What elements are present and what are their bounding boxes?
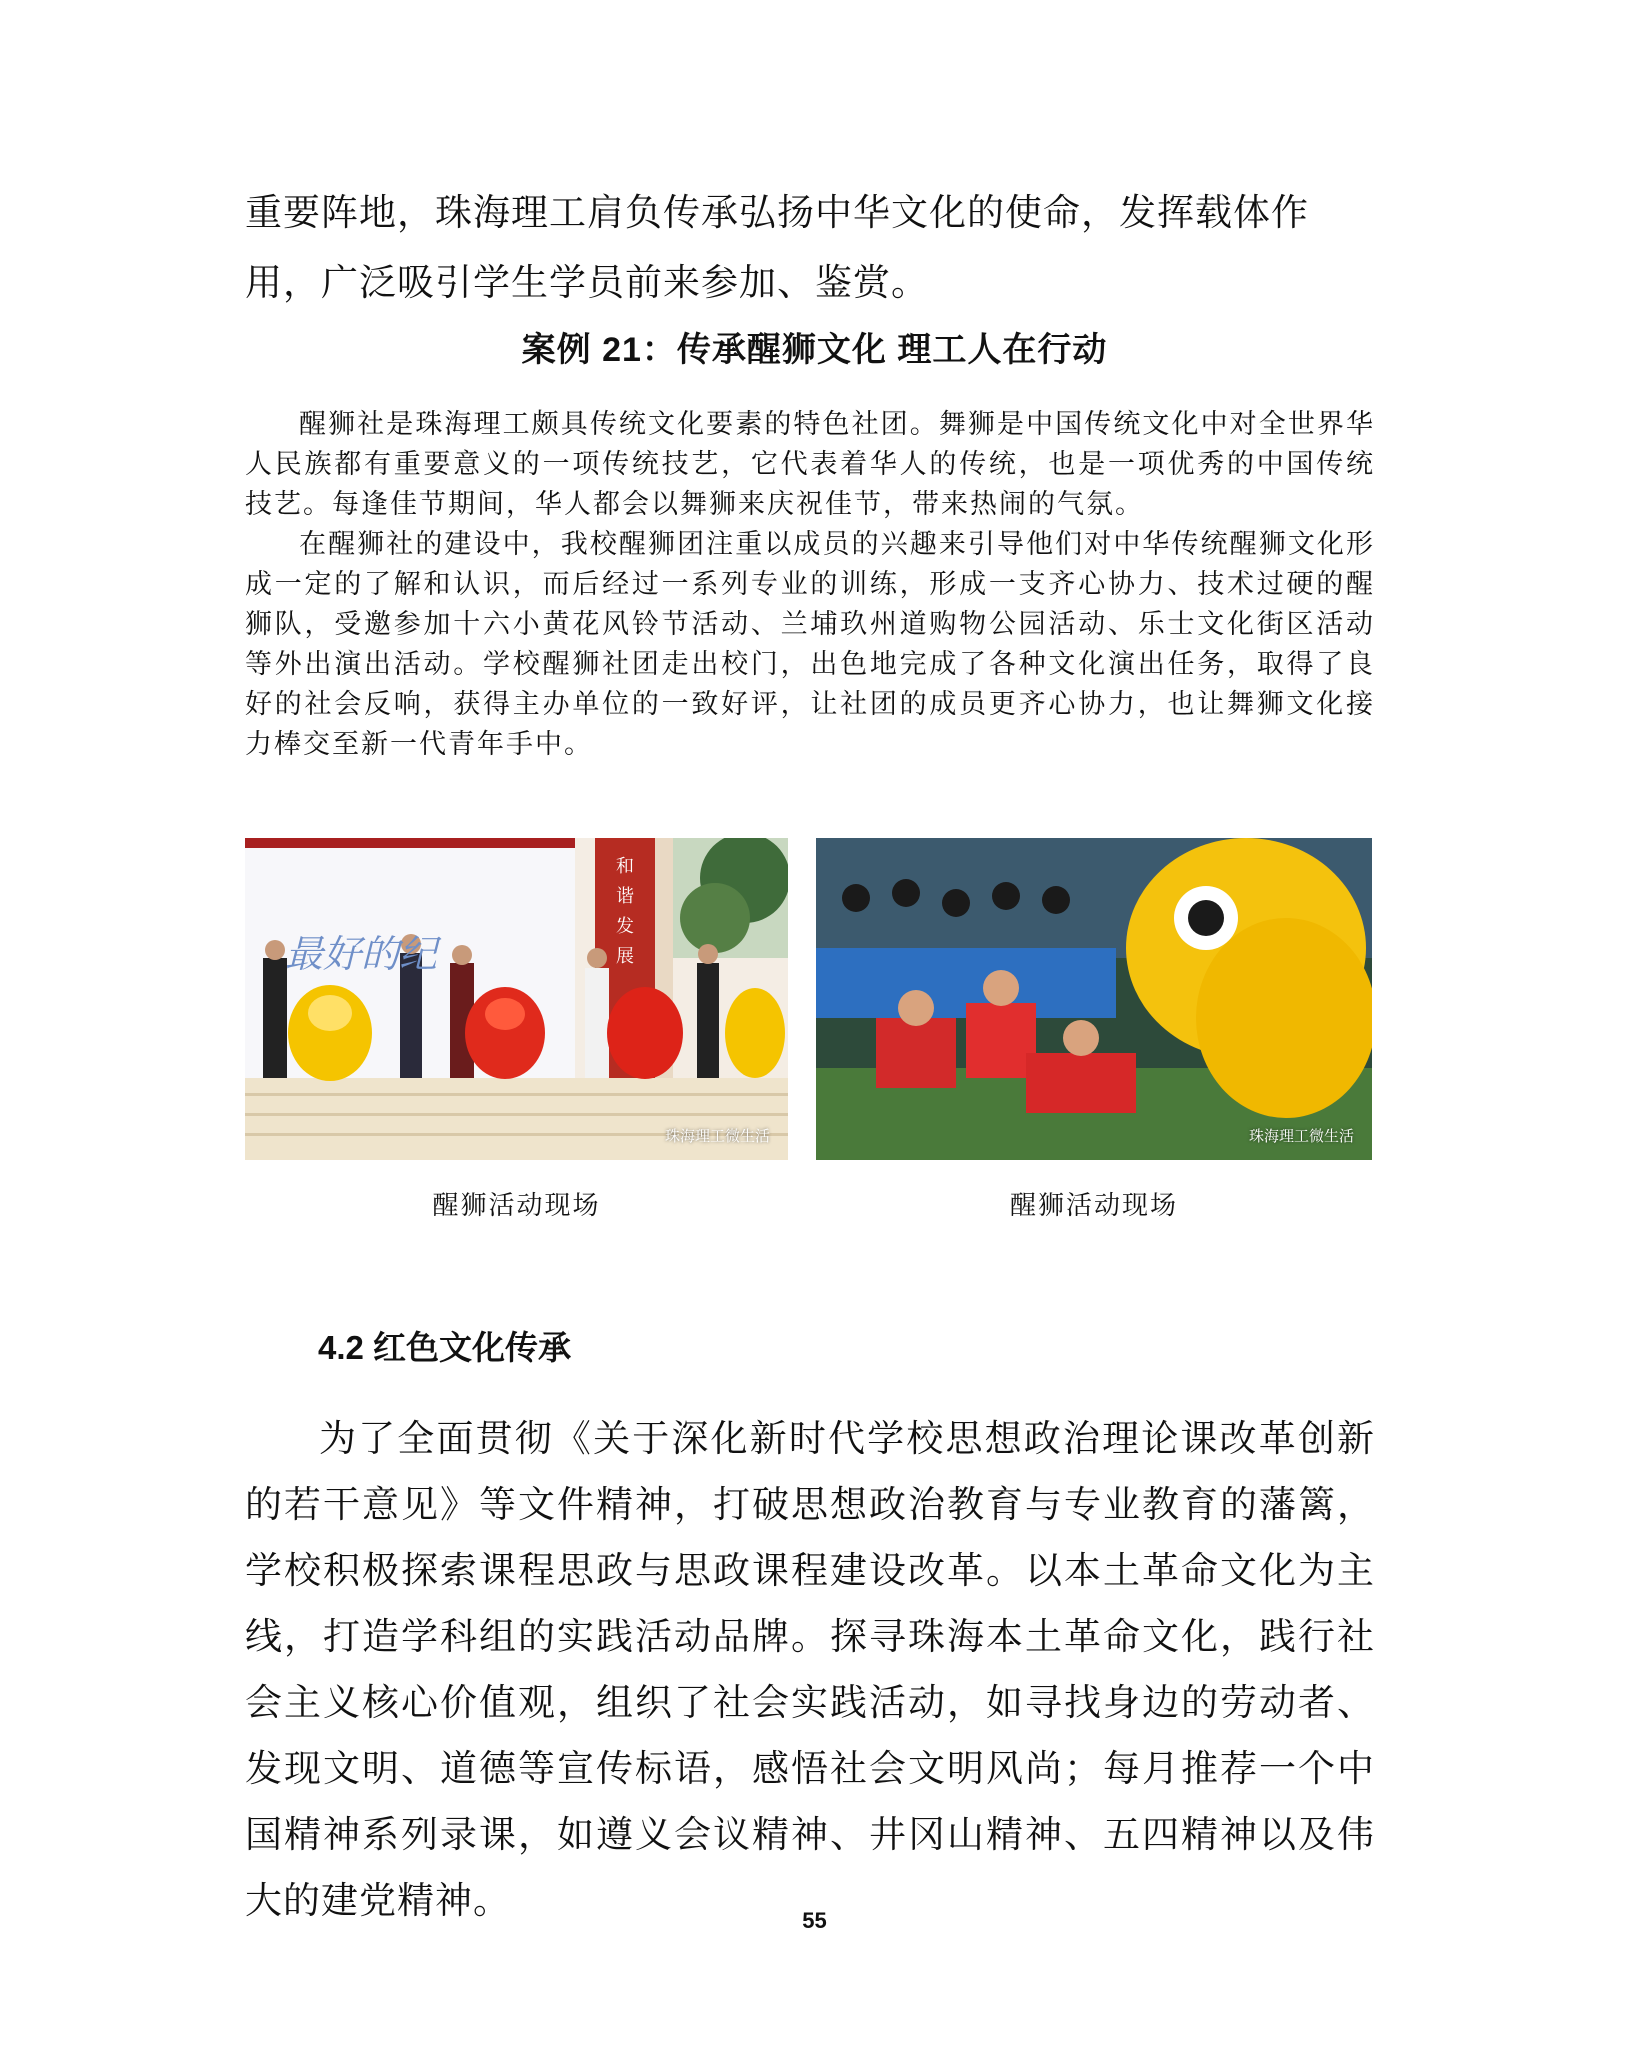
board-chars: 和 谐 发 展	[616, 856, 634, 967]
case-paragraph: 醒狮社是珠海理工颇具传统文化要素的特色社团。舞狮是中国传统文化中对全世界华人民族都有重要意义的一项传统技艺，它代表着华人的传统，也是一项优秀的中国传统技艺。每逢佳节期间，华人都会以舞狮来庆祝佳节，带来热闹的气氛。	[245, 409, 1375, 520]
photo-caption-left: 醒狮活动现场	[432, 1191, 601, 1221]
case-title: 案例 21：传承醒狮文化 理工人在行动	[521, 331, 1108, 369]
photo-caption-right: 醒狮活动现场	[1009, 1191, 1178, 1221]
intro-paragraph: 重要阵地，珠海理工肩负传承弘扬中华文化的使命，发挥载体作用，广泛吸引学生学员前来参加、鉴赏。	[245, 191, 1309, 304]
page-number: 55	[802, 1908, 827, 1933]
photo-watermark: 珠海理工微生活	[1248, 1128, 1354, 1145]
section-heading: 4.2 红色文化传承	[318, 1329, 572, 1366]
case-paragraph: 在醒狮社的建设中，我校醒狮团注重以成员的兴趣来引导他们对中华传统醒狮文化形成一定的了解和认识，而后经过一系列专业的训练，形成一支齐心协力、技术过硬的醒狮队，受邀参加十六小黄花风铃节活动、兰埔玖州道购物公园活动、乐士文化街区活动等外出演出活动。学校醒狮社团走出校门，出色地完成了各种文化演出任务，取得了良好的社会反响，获得主办单位的一致好评，让社团的成员更齐心协力，也让舞狮文化接力棒交至新一代青年手中。	[245, 529, 1375, 760]
section-body	[245, 1406, 1375, 1934]
lion-dance-ceremony-photo	[245, 838, 788, 1160]
lion-dance-children-photo	[816, 838, 1372, 1160]
photo-watermark: 珠海理工微生活	[664, 1128, 770, 1145]
section-paragraph: 为了全面贯彻《关于深化新时代学校思想政治理论课改革创新的若干意见》等文件精神，打破思想政治教育与专业教育的藩篱，学校积极探索课程思政与思政课程建设改革。以本土革命文化为主线，打造学科组的实践活动品牌。探寻珠海本土革命文化，践行社会主义核心价值观，组织了社会实践活动，如寻找身边的劳动者、发现文明、道德等宣传标语，感悟社会文明风尚；每月推荐一个中国精神系列录课，如遵义会议精神、井冈山精神、五四精神以及伟大的建党精神。	[245, 1417, 1375, 1922]
case-body	[245, 405, 1375, 765]
board-slogan: 最好的纪	[285, 932, 438, 976]
